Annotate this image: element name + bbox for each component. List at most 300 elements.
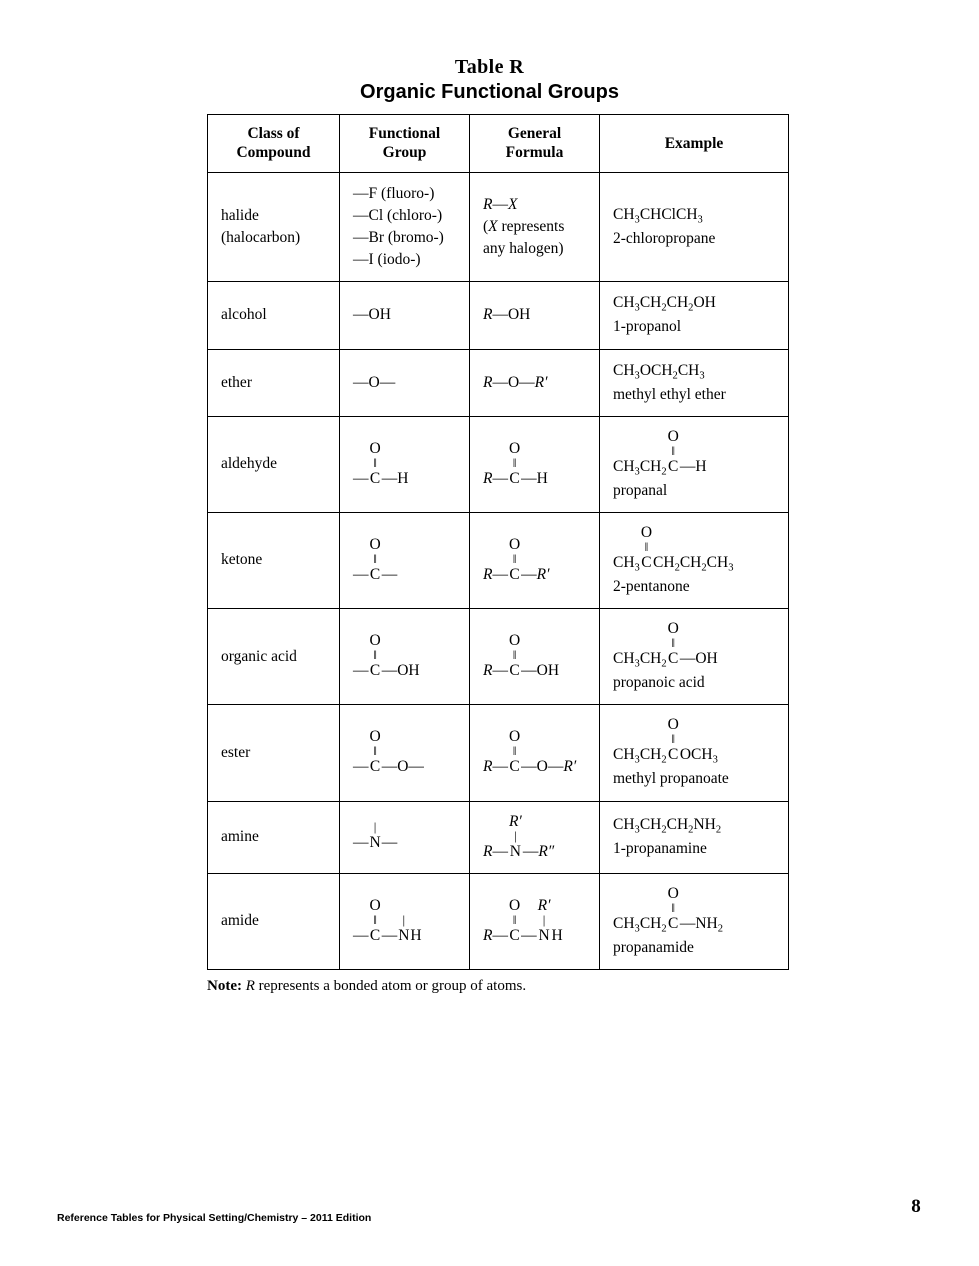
double-bond-icon: ‖ <box>373 743 377 759</box>
subscript: 2 <box>715 824 722 836</box>
formula-text: CH <box>666 294 689 312</box>
formula-text: represents <box>497 217 565 235</box>
formula-line <box>613 428 780 479</box>
formula-line <box>613 673 780 693</box>
formula-line <box>353 728 461 777</box>
formula-text: CH <box>613 746 635 764</box>
subscript: 3 <box>634 824 640 836</box>
formula-text: R <box>483 758 493 776</box>
column-header: Functional Group <box>340 115 470 173</box>
formula-text: R <box>483 926 493 944</box>
functional-groups-table <box>207 114 789 970</box>
cell-functional-group <box>340 349 470 416</box>
formula-text: — <box>492 469 508 487</box>
row-halide <box>208 172 789 282</box>
formula-text: — <box>492 758 508 776</box>
formula-text: — <box>492 662 508 680</box>
double-bond-icon: ‖ <box>671 635 676 651</box>
formula-text: X <box>507 195 518 213</box>
bond-stack <box>369 897 382 946</box>
stack-base-atom: C <box>668 914 679 932</box>
table-body <box>208 172 789 969</box>
cell-general-formula <box>470 609 600 705</box>
row-ester <box>208 705 789 801</box>
formula-text: amide <box>221 912 259 930</box>
subscript: 3 <box>699 369 705 381</box>
formula-line <box>613 769 780 789</box>
subscript: 2 <box>672 369 678 381</box>
formula-text: CH <box>639 816 662 833</box>
subscript: 2 <box>661 466 667 478</box>
subscript: 3 <box>634 754 640 766</box>
formula-text: CH <box>677 361 700 379</box>
formula-text: — <box>492 565 508 583</box>
bond-stack <box>640 524 653 573</box>
bond-stack <box>667 716 680 765</box>
column-header: Class of Compound <box>208 115 340 173</box>
formula-line <box>613 361 780 383</box>
stack-top-atom: O <box>667 716 679 734</box>
header-row <box>208 115 789 173</box>
formula-line <box>353 897 461 946</box>
formula-text: — <box>381 926 398 944</box>
double-bond-icon: ‖ <box>512 454 517 470</box>
stack-top-atom: O <box>369 728 381 746</box>
formula-text: — <box>492 842 508 860</box>
subscript: 3 <box>697 214 703 226</box>
formula-text: H <box>410 926 422 944</box>
double-bond-icon: ‖ <box>373 550 377 566</box>
formula-line <box>613 885 780 936</box>
cell-general-formula <box>470 705 600 801</box>
bond-stack <box>508 632 521 681</box>
formula-text: CH <box>653 553 675 571</box>
column-header: Example <box>600 115 789 173</box>
cell-class <box>208 609 340 705</box>
subscript: 3 <box>634 214 640 226</box>
formula-text: —OH <box>492 306 531 324</box>
column-header: General Formula <box>470 115 600 173</box>
formula-text: propanoic acid <box>613 674 705 692</box>
double-bond-icon: ‖ <box>512 911 517 927</box>
cell-functional-group <box>340 416 470 512</box>
cell-general-formula <box>470 512 600 608</box>
formula-text: CH <box>613 553 635 571</box>
formula-line <box>613 620 780 671</box>
formula-line <box>353 228 461 248</box>
stack-base-atom: N <box>538 926 550 944</box>
formula-text: halide <box>221 206 259 224</box>
formula-line <box>221 305 331 325</box>
cell-example <box>600 609 789 705</box>
cell-general-formula <box>470 873 600 969</box>
single-bond-icon: | <box>542 911 546 927</box>
formula-line <box>353 373 461 393</box>
formula-text: —Cl (chloro-) <box>353 206 443 224</box>
stack-base-atom: N <box>509 842 521 860</box>
formula-text: — <box>381 565 398 583</box>
table-head <box>208 115 789 173</box>
formula-line <box>353 632 461 681</box>
bond-stack <box>508 728 521 777</box>
formula-line <box>483 897 591 946</box>
stack-base-atom: C <box>369 469 381 487</box>
stack-base-atom: N <box>398 926 410 944</box>
stack-base-atom: C <box>509 469 520 487</box>
footer-edition-label: Reference Tables for Physical Setting/Chemistry – 2011 Edition <box>57 1212 372 1224</box>
formula-text: 2-pentanone <box>613 577 690 595</box>
formula-line <box>613 524 780 575</box>
table-subtitle: Organic Functional Groups <box>360 81 619 103</box>
formula-line <box>221 647 331 667</box>
subscript: 3 <box>634 369 640 381</box>
double-bond-icon: ‖ <box>373 911 377 927</box>
stack-base-atom: C <box>509 565 520 583</box>
formula-text: —OH <box>353 306 391 324</box>
formula-text: CH <box>639 746 662 764</box>
cell-example <box>600 349 789 416</box>
formula-text: —I (iodo-) <box>353 251 421 269</box>
table-title: Table R <box>454 56 525 78</box>
formula-text: —O— <box>521 758 564 776</box>
formula-text: 1-propanamine <box>613 840 707 858</box>
formula-text: OH <box>693 294 716 312</box>
formula-line <box>353 536 461 585</box>
formula-text: — <box>521 565 537 583</box>
formula-text: R′ <box>563 758 577 776</box>
single-bond-icon: | <box>373 819 377 835</box>
formula-text: — <box>381 834 398 852</box>
formula-text: amine <box>221 828 259 846</box>
formula-text: —O— <box>353 373 396 391</box>
formula-line <box>221 373 331 393</box>
formula-text: CH <box>613 205 635 223</box>
formula-text: CH <box>639 914 662 932</box>
formula-line <box>221 911 331 931</box>
subscript: 2 <box>701 562 707 574</box>
formula-line <box>613 205 780 227</box>
formula-line <box>353 184 461 204</box>
cell-general-formula <box>470 172 600 282</box>
row-ether <box>208 349 789 416</box>
formula-line <box>613 229 780 249</box>
bond-stack <box>369 536 382 585</box>
cell-example <box>600 512 789 608</box>
subscript: 2 <box>688 302 694 314</box>
formula-line <box>221 743 331 763</box>
subscript: 3 <box>712 754 718 766</box>
subscript: 2 <box>717 923 723 935</box>
formula-text: CH <box>613 650 635 668</box>
formula-line <box>353 305 461 325</box>
formula-text: CH <box>613 361 635 379</box>
note-text: represents a bonded atom or group of atoms. <box>254 977 527 994</box>
formula-text: —NH <box>679 914 718 932</box>
formula-text: — <box>492 926 508 944</box>
stack-base-atom: C <box>509 926 520 944</box>
formula-text: organic acid <box>221 647 297 665</box>
formula-text: propanal <box>613 481 668 499</box>
stack-top-atom: O <box>667 427 679 445</box>
stack-top-atom: O <box>640 523 653 541</box>
formula-text: CH <box>613 816 635 833</box>
formula-line <box>613 577 780 597</box>
double-bond-icon: ‖ <box>512 647 517 663</box>
subscript: 3 <box>634 466 640 478</box>
formula-text: — <box>353 469 369 487</box>
subscript: 2 <box>661 658 667 670</box>
formula-line <box>483 813 591 862</box>
bond-stack <box>397 911 410 946</box>
formula-text: — <box>521 926 537 944</box>
subscript: 3 <box>634 562 640 574</box>
cell-functional-group <box>340 609 470 705</box>
formula-text: R <box>483 842 493 860</box>
formula-line <box>483 373 591 393</box>
subscript: 2 <box>661 302 667 314</box>
single-bond-icon: | <box>514 827 517 843</box>
formula-text: —OH <box>381 662 420 680</box>
stack-top-atom: R′ <box>508 812 522 830</box>
cell-class <box>208 873 340 969</box>
single-bond-icon: | <box>402 911 406 927</box>
formula-text: OCH <box>639 361 673 379</box>
formula-line <box>613 938 780 958</box>
formula-text: — <box>353 834 369 852</box>
cell-functional-group <box>340 873 470 969</box>
formula-line <box>613 385 780 405</box>
formula-text: CH <box>666 816 689 833</box>
formula-text: CH <box>613 914 635 932</box>
bond-stack <box>508 440 521 489</box>
formula-text: methyl propanoate <box>613 770 729 788</box>
stack-base-atom: C <box>369 758 381 776</box>
stack-top-atom: O <box>508 896 521 914</box>
stack-base-atom: C <box>509 662 520 680</box>
cell-example <box>600 873 789 969</box>
formula-text: (halocarbon) <box>221 229 301 247</box>
formula-line <box>483 217 591 237</box>
formula-text: R′ <box>536 565 550 583</box>
cell-class <box>208 416 340 512</box>
stack-top-atom: O <box>508 439 521 457</box>
page-number: 8 <box>911 1196 921 1217</box>
formula-text: CH <box>639 294 662 312</box>
subscript: 2 <box>661 923 667 935</box>
cell-example <box>600 282 789 349</box>
formula-text: ketone <box>221 551 263 569</box>
cell-example <box>600 801 789 873</box>
subscript: 3 <box>634 302 640 314</box>
formula-text: —Br (bromo-) <box>353 229 444 247</box>
cell-example <box>600 172 789 282</box>
formula-text: CH <box>706 553 729 571</box>
formula-text: CH <box>679 553 702 571</box>
formula-text: X <box>488 217 498 235</box>
formula-line <box>353 440 461 489</box>
stack-base-atom: C <box>369 565 381 583</box>
subscript: 3 <box>728 562 734 574</box>
stack-top-atom: O <box>667 884 679 902</box>
cell-class <box>208 705 340 801</box>
stack-top-atom: O <box>508 632 521 650</box>
cell-class <box>208 282 340 349</box>
formula-text: OCH <box>679 746 713 764</box>
stack-top-atom: O <box>369 535 381 553</box>
formula-text: propanamide <box>613 938 694 956</box>
cell-functional-group <box>340 172 470 282</box>
formula-text: 2-chloropropane <box>613 229 716 247</box>
formula-text: —OH <box>679 650 718 668</box>
table-container <box>207 114 788 995</box>
formula-text: R <box>483 565 493 583</box>
formula-text: NH <box>693 816 716 833</box>
stack-top-atom: O <box>667 620 679 638</box>
subscript: 2 <box>661 754 667 766</box>
formula-line <box>221 454 331 474</box>
formula-text: R″ <box>538 842 555 860</box>
formula-line <box>353 821 461 853</box>
formula-line <box>613 716 780 767</box>
formula-line <box>483 305 591 325</box>
stack-base-atom: N <box>369 834 381 852</box>
cell-example <box>600 705 789 801</box>
cell-class <box>208 512 340 608</box>
bond-stack <box>508 813 523 862</box>
cell-functional-group <box>340 512 470 608</box>
stack-base-atom: C <box>668 457 679 475</box>
formula-text: R <box>483 306 493 324</box>
formula-line <box>613 839 780 859</box>
formula-line <box>353 250 461 270</box>
double-bond-icon: ‖ <box>373 647 377 663</box>
formula-line <box>483 239 591 259</box>
formula-text: CH <box>613 294 635 312</box>
row-aldehyde <box>208 416 789 512</box>
formula-text: ester <box>221 743 251 761</box>
double-bond-icon: ‖ <box>373 454 377 470</box>
formula-text: 1-propanol <box>613 318 682 336</box>
formula-text: R <box>483 469 493 487</box>
formula-text: CH <box>613 457 635 475</box>
formula-line <box>483 440 591 489</box>
formula-line <box>613 815 780 837</box>
formula-line <box>483 195 591 215</box>
row-amine <box>208 801 789 873</box>
bond-stack <box>369 821 382 853</box>
formula-line <box>221 827 331 847</box>
stack-base-atom: C <box>668 650 679 668</box>
bond-stack <box>508 897 521 946</box>
bond-stack <box>508 536 521 585</box>
bond-stack <box>537 897 552 946</box>
table-note <box>207 978 788 995</box>
formula-text: R′ <box>534 373 548 391</box>
formula-text: —H <box>521 469 548 487</box>
formula-text: ether <box>221 373 252 391</box>
formula-text: —H <box>679 457 707 475</box>
formula-text: R <box>483 662 493 680</box>
formula-line <box>221 550 331 570</box>
cell-functional-group <box>340 801 470 873</box>
formula-text: — <box>353 758 369 776</box>
stack-top-atom: O <box>508 535 521 553</box>
formula-line <box>483 632 591 681</box>
row-ketone <box>208 512 789 608</box>
stack-base-atom: C <box>369 662 381 680</box>
stack-base-atom: C <box>509 758 520 776</box>
formula-line <box>221 206 331 226</box>
double-bond-icon: ‖ <box>671 899 676 915</box>
formula-text: CH <box>639 650 662 668</box>
stack-top-atom: O <box>369 632 381 650</box>
formula-text: —O— <box>381 758 424 776</box>
formula-text: —H <box>381 469 409 487</box>
formula-text: — <box>353 565 369 583</box>
formula-line <box>613 317 780 337</box>
formula-line <box>353 206 461 226</box>
subscript: 3 <box>634 658 640 670</box>
formula-line <box>483 728 591 777</box>
formula-text: methyl ethyl ether <box>613 385 726 403</box>
double-bond-icon: ‖ <box>671 442 676 458</box>
bond-stack <box>667 885 680 934</box>
formula-text: R <box>483 373 493 391</box>
formula-text: —OH <box>521 662 560 680</box>
formula-text: —F (fluoro-) <box>353 184 435 202</box>
bond-stack <box>369 728 382 777</box>
formula-text: — <box>492 195 508 213</box>
formula-text: ( <box>483 217 489 235</box>
subscript: 2 <box>661 824 667 836</box>
stack-top-atom: R′ <box>537 896 551 914</box>
bond-stack <box>667 428 680 477</box>
formula-text: any halogen) <box>483 240 564 258</box>
formula-text: — <box>353 662 369 680</box>
formula-text: alcohol <box>221 306 267 324</box>
cell-general-formula <box>470 349 600 416</box>
stack-base-atom: C <box>369 926 381 944</box>
stack-base-atom: C <box>668 746 679 764</box>
subscript: 2 <box>674 562 680 574</box>
stack-top-atom: O <box>369 439 381 457</box>
cell-class <box>208 172 340 282</box>
cell-class <box>208 801 340 873</box>
formula-text: — <box>353 926 369 944</box>
double-bond-icon: ‖ <box>671 731 676 747</box>
bond-stack <box>667 620 680 669</box>
stack-base-atom: C <box>641 553 652 571</box>
formula-text: aldehyde <box>221 455 277 473</box>
formula-line <box>483 536 591 585</box>
double-bond-icon: ‖ <box>512 743 517 759</box>
note-r-symbol: R <box>245 977 255 994</box>
cell-example <box>600 416 789 512</box>
subscript: 2 <box>688 824 694 836</box>
formula-line <box>613 293 780 315</box>
formula-text: —O— <box>492 373 535 391</box>
cell-functional-group <box>340 282 470 349</box>
bond-stack <box>369 440 382 489</box>
formula-text: H <box>551 926 563 944</box>
double-bond-icon: ‖ <box>644 538 649 554</box>
row-amide <box>208 873 789 969</box>
formula-text: — <box>522 842 539 860</box>
cell-class <box>208 349 340 416</box>
formula-text: CH <box>639 457 662 475</box>
cell-general-formula <box>470 416 600 512</box>
stack-top-atom: O <box>508 728 521 746</box>
